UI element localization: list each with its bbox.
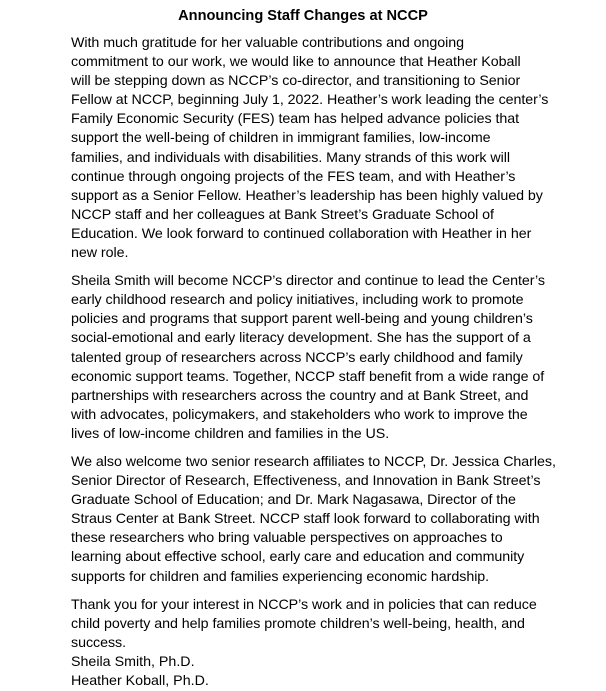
document-page bbox=[71, 0, 602, 691]
paragraph-smith-director: Sheila Smith will become NCCP’s director and continue to lead the Center’s early childhood research and policy initiatives, including work to promote policies and programs that support parent well-being and young children’s social-emotional and early literacy development. She has the support of a talented group of researchers across NCCP’s early childhood and family economic support teams. Together, NCCP staff benefit from a wide range of partnerships with researchers across the country and at Bank Street, and with advocates, policymakers, and stakeholders who work to improve the lives of low-income children and families in the US. bbox=[71, 273, 545, 442]
signature-heather-koball: Heather Koball, Ph.D. bbox=[71, 673, 209, 689]
paragraph-koball-transition: With much gratitude for her valuable contributions and ongoing commitment to our work, we would like to announce that Heather Koball will be stepping down as NCCP’s co-director, and transitioning to Senior Fellow at NCCP, beginning July 1, 2022. Heather’s work leading the center’s Family Economic Security (FES) team has helped advance policies that support the well-being of children in immigrant families, low-income families, and individuals with disabilities. Many strands of this work will continue through ongoing projects of the FES team, and with Heather’s support as a Senior Fellow. Heather’s leadership has been highly valued by NCCP staff and her colleagues at Bank Street’s Graduate School of Education. We look forward to continued collaboration with Heather in her new role. bbox=[71, 35, 549, 262]
signature-sheila-smith: Sheila Smith, Ph.D. bbox=[71, 653, 195, 670]
paragraph-research-affiliates: We also welcome two senior research affiliates to NCCP, Dr. Jessica Charles, Senior Director of Research, Effectiveness, and Innovation in Bank Street’s Graduate School of Education; and Dr. Mark Nagasawa, Director of the Straus Center at Bank Street. NCCP staff look forward to collaborating with these researchers who bring valuable perspectives on approaches to learning about effective school, early care and education and community supports for children and families experiencing economic hardship. bbox=[71, 453, 556, 585]
document-title: Announcing Staff Changes at NCCP bbox=[178, 8, 428, 24]
paragraph-thank-you: Thank you for your interest in NCCP’s work and in policies that can reduce child poverty and help families promote children’s well-being, health, and success. bbox=[71, 596, 537, 651]
